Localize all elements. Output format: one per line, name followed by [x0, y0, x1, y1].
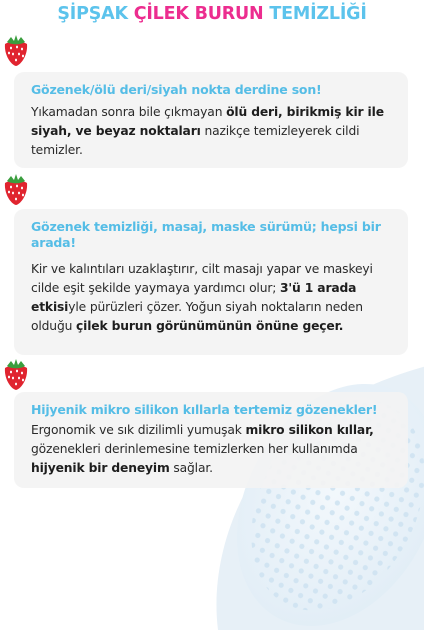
card-text-bold: ölü deri, birikmiş kir ile siyah, ve beyaz noktaları	[31, 105, 384, 138]
card-heading: Hijyenik mikro silikon kıllarla tertemiz gözenekler!	[31, 402, 378, 417]
card-text: Ergonomik ve sık dizilimli yumuşak	[31, 423, 246, 437]
strawberry-icon	[1, 33, 31, 67]
feature-card-all-in-one	[14, 209, 408, 355]
title-part-2: ÇİLEK BURUN	[133, 4, 264, 24]
card-text: Kir ve kalıntıları uzaklaştırır, cilt masajı yapar ve maskeyi cilde eşit şekilde yaymaya yardımcı olur;	[31, 262, 373, 295]
card-body	[31, 260, 392, 336]
card-body	[31, 103, 392, 160]
title-part-3: TEMİZLİĞİ	[263, 4, 367, 24]
card-text-bold: mikro silikon kıllar,	[245, 423, 374, 437]
feature-card-pores	[14, 72, 408, 168]
card-heading: Gözenek/ölü deri/siyah nokta derdine son!	[31, 82, 322, 97]
card-body	[31, 421, 392, 478]
card-text: yle pürüzleri çözer. Yoğun siyah noktaların neden olduğu	[31, 300, 363, 333]
page-title	[0, 4, 424, 24]
card-text-bold: hijyenik bir deneyim	[31, 461, 170, 475]
strawberry-icon	[1, 357, 31, 391]
card-text-bold: çilek burun görünümünün önüne geçer.	[76, 319, 344, 333]
card-text: nazikçe temizleyerek cildi temizler.	[31, 124, 360, 157]
card-text: sağlar.	[169, 461, 213, 475]
feature-card-hygienic-bristles	[14, 392, 408, 488]
card-text: Yıkamadan sonra bile çıkmayan	[31, 105, 227, 119]
card-text: gözenekleri derinlemesine temizlerken her kullanımda	[31, 442, 358, 456]
card-text-bold: 3'ü 1 arada etkisi	[31, 281, 357, 314]
card-heading: Gözenek temizliği, masaj, maske sürümü; hepsi bir arada!	[31, 219, 381, 250]
title-part-1: ŞİPŞAK	[57, 4, 134, 24]
strawberry-icon	[1, 172, 31, 206]
